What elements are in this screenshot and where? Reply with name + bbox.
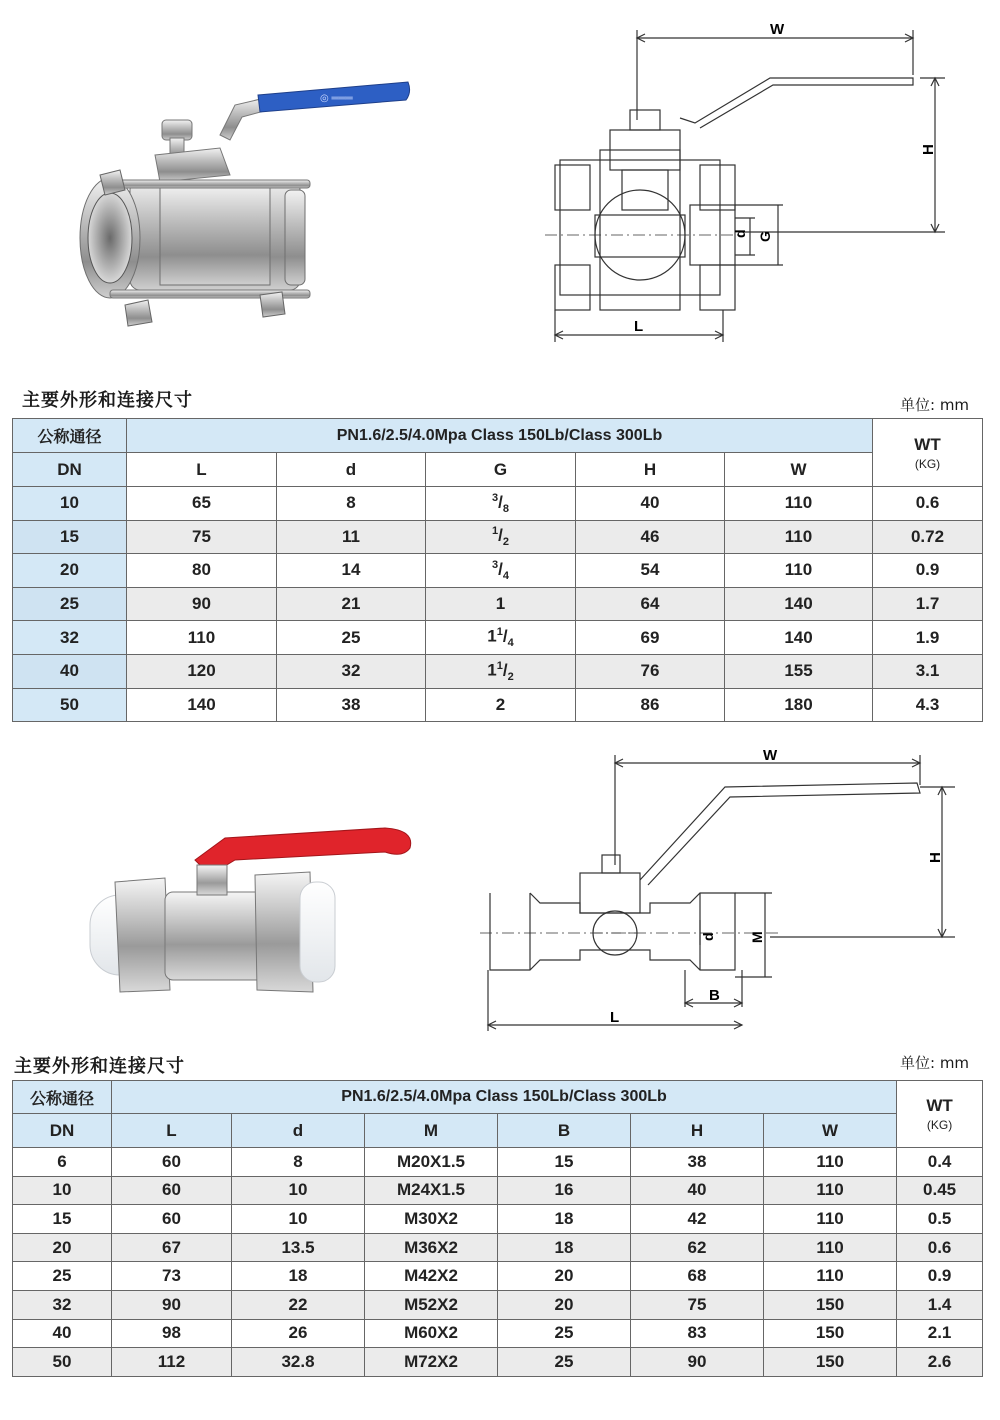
W-cell: 140 [725, 587, 873, 621]
H-cell: 40 [631, 1176, 764, 1205]
L-cell: 60 [112, 1205, 232, 1234]
M-cell: M36X2 [365, 1233, 498, 1262]
fraction-slash: / [498, 526, 503, 546]
section2-unit: 单位: mm [900, 1054, 970, 1072]
wt-cell: 0.72 [873, 520, 983, 554]
wt-cell: 1.4 [897, 1290, 983, 1319]
d-cell: 32 [277, 654, 426, 688]
header-wt-label: WT [926, 1096, 953, 1115]
G-whole: 1 [487, 626, 497, 646]
dn-cell: 32 [13, 1290, 112, 1319]
dimension-drawing-three-piece [540, 10, 960, 350]
header-nominal: 公称通径 [13, 419, 127, 453]
col-header: H [631, 1114, 764, 1148]
d-cell: 21 [277, 587, 426, 621]
d-cell: 22 [232, 1290, 365, 1319]
G-numerator: 1 [496, 659, 503, 672]
G-cell [426, 621, 576, 655]
dn-cell: 6 [13, 1148, 112, 1177]
table-row [13, 688, 983, 722]
G-cell [426, 587, 576, 621]
H-cell: 86 [576, 688, 725, 722]
G-numerator: 3 [492, 491, 499, 504]
G-whole: 2 [495, 694, 506, 714]
W-cell: 110 [764, 1205, 897, 1234]
col-header: d [277, 453, 426, 487]
wt-cell: 4.3 [873, 688, 983, 722]
G-cell [426, 520, 576, 554]
wt-cell: 2.6 [897, 1348, 983, 1377]
wt-cell: 0.45 [897, 1176, 983, 1205]
W-cell: 110 [725, 554, 873, 588]
W-cell: 180 [725, 688, 873, 722]
dn-cell: 15 [13, 1205, 112, 1234]
L-cell: 90 [112, 1290, 232, 1319]
dn-cell: 50 [13, 688, 127, 722]
G-numerator: 1 [496, 626, 503, 639]
B-cell: 15 [498, 1148, 631, 1177]
section1-title: 主要外形和连接尺寸 [22, 390, 193, 411]
G-denominator: 8 [502, 502, 509, 515]
L-cell: 75 [127, 520, 277, 554]
B-cell: 20 [498, 1262, 631, 1291]
dn-cell: 10 [13, 487, 127, 521]
wt-cell: 0.9 [873, 554, 983, 588]
L-cell: 140 [127, 688, 277, 722]
W-cell: 110 [725, 520, 873, 554]
dn-cell: 32 [13, 621, 127, 655]
d-cell: 38 [277, 688, 426, 722]
label-H: H [927, 852, 944, 863]
M-cell: M52X2 [365, 1290, 498, 1319]
label-M: M [749, 931, 765, 943]
G-whole: 1 [495, 594, 506, 614]
W-cell: 155 [725, 654, 873, 688]
wt-cell: 1.7 [873, 587, 983, 621]
H-cell: 68 [631, 1262, 764, 1291]
header-nominal: 公称通径 [13, 1081, 112, 1114]
wt-cell: 2.1 [897, 1319, 983, 1348]
d-cell: 8 [277, 487, 426, 521]
valve-photo-three-piece [70, 70, 420, 340]
H-cell: 62 [631, 1233, 764, 1262]
dn-cell: 40 [13, 1319, 112, 1348]
G-denominator: 4 [507, 637, 514, 650]
table-row [13, 1319, 983, 1348]
fraction-slash: / [502, 660, 508, 680]
label-L: L [634, 318, 644, 335]
W-cell: 150 [764, 1319, 897, 1348]
d-cell: 26 [232, 1319, 365, 1348]
G-whole: 1 [487, 660, 497, 680]
d-cell: 32.8 [232, 1348, 365, 1377]
label-G: G [757, 231, 773, 242]
W-cell: 110 [764, 1148, 897, 1177]
dn-cell: 15 [13, 520, 127, 554]
label-W: W [763, 747, 778, 764]
d-cell: 18 [232, 1262, 365, 1291]
table-row [13, 621, 983, 655]
L-cell: 80 [127, 554, 277, 588]
table-row [13, 1205, 983, 1234]
fraction-slash: / [498, 559, 503, 579]
L-cell: 90 [127, 587, 277, 621]
wt-cell: 0.4 [897, 1148, 983, 1177]
table-row [13, 1262, 983, 1291]
col-header: M [365, 1114, 498, 1148]
col-header: L [127, 453, 277, 487]
W-cell: 140 [725, 621, 873, 655]
spec-table-1 [12, 418, 983, 722]
label-d: d [732, 229, 748, 238]
G-cell [426, 654, 576, 688]
G-denominator: 2 [502, 536, 509, 549]
L-cell: 120 [127, 654, 277, 688]
valve-photo-union [85, 820, 425, 1010]
d-cell: 8 [232, 1148, 365, 1177]
table-row [13, 1176, 983, 1205]
wt-cell: 1.9 [873, 621, 983, 655]
M-cell: M20X1.5 [365, 1148, 498, 1177]
label-B: B [709, 987, 720, 1004]
H-cell: 90 [631, 1348, 764, 1377]
dn-cell: 25 [13, 1262, 112, 1291]
B-cell: 16 [498, 1176, 631, 1205]
W-cell: 110 [764, 1262, 897, 1291]
wt-cell: 0.5 [897, 1205, 983, 1234]
H-cell: 83 [631, 1319, 764, 1348]
L-cell: 67 [112, 1233, 232, 1262]
H-cell: 76 [576, 654, 725, 688]
H-cell: 75 [631, 1290, 764, 1319]
L-cell: 73 [112, 1262, 232, 1291]
wt-cell: 3.1 [873, 654, 983, 688]
label-W: W [770, 21, 785, 38]
d-cell: 10 [232, 1176, 365, 1205]
header-rating: PN1.6/2.5/4.0Mpa Class 150Lb/Class 300Lb [127, 419, 873, 453]
label-H: H [920, 144, 937, 155]
label-L: L [610, 1009, 620, 1026]
header-wt-label: WT [914, 434, 941, 454]
W-cell: 150 [764, 1348, 897, 1377]
L-cell: 65 [127, 487, 277, 521]
col-header: G [426, 453, 576, 487]
B-cell: 25 [498, 1348, 631, 1377]
dn-cell: 10 [13, 1176, 112, 1205]
L-cell: 110 [127, 621, 277, 655]
H-cell: 64 [576, 587, 725, 621]
col-header: W [725, 453, 873, 487]
header-rating: PN1.6/2.5/4.0Mpa Class 150Lb/Class 300Lb [112, 1081, 897, 1114]
d-cell: 25 [277, 621, 426, 655]
header-wt-unit: (KG) [914, 456, 941, 471]
section1-unit: 单位: mm [900, 396, 970, 414]
W-cell: 110 [725, 487, 873, 521]
L-cell: 60 [112, 1176, 232, 1205]
L-cell: 60 [112, 1148, 232, 1177]
col-header: L [112, 1114, 232, 1148]
col-header: B [498, 1114, 631, 1148]
dn-cell: 20 [13, 1233, 112, 1262]
L-cell: 112 [112, 1348, 232, 1377]
handle-logo-icon: ◎ ═══ [320, 93, 353, 104]
G-cell [426, 554, 576, 588]
col-header: H [576, 453, 725, 487]
table-row [13, 1290, 983, 1319]
header-wt-unit: (KG) [926, 1118, 953, 1132]
dn-cell: 40 [13, 654, 127, 688]
W-cell: 110 [764, 1233, 897, 1262]
header-wt [897, 1081, 983, 1148]
col-header: d [232, 1114, 365, 1148]
dimension-drawing-union [480, 745, 970, 1035]
table-row [13, 554, 983, 588]
dn-cell: 20 [13, 554, 127, 588]
table-row [13, 587, 983, 621]
G-cell [426, 688, 576, 722]
d-cell: 10 [232, 1205, 365, 1234]
table-row [13, 654, 983, 688]
B-cell: 18 [498, 1205, 631, 1234]
H-cell: 54 [576, 554, 725, 588]
H-cell: 38 [631, 1148, 764, 1177]
wt-cell: 0.6 [897, 1233, 983, 1262]
M-cell: M30X2 [365, 1205, 498, 1234]
dn-cell: 50 [13, 1348, 112, 1377]
M-cell: M60X2 [365, 1319, 498, 1348]
M-cell: M24X1.5 [365, 1176, 498, 1205]
W-cell: 150 [764, 1290, 897, 1319]
G-numerator: 1 [492, 525, 499, 538]
table-row [13, 487, 983, 521]
dn-cell: 25 [13, 587, 127, 621]
L-cell: 98 [112, 1319, 232, 1348]
G-cell [426, 487, 576, 521]
fraction-slash: / [498, 492, 503, 512]
fraction-slash: / [502, 626, 508, 646]
G-denominator: 4 [502, 570, 509, 582]
wt-cell: 0.6 [873, 487, 983, 521]
W-cell: 110 [764, 1176, 897, 1205]
G-denominator: 2 [507, 670, 514, 683]
table-row [13, 1348, 983, 1377]
d-cell: 11 [277, 520, 426, 554]
col-header: DN [13, 453, 127, 487]
B-cell: 25 [498, 1319, 631, 1348]
d-cell: 13.5 [232, 1233, 365, 1262]
section2-title: 主要外形和连接尺寸 [14, 1056, 185, 1077]
M-cell: M72X2 [365, 1348, 498, 1377]
B-cell: 18 [498, 1233, 631, 1262]
H-cell: 69 [576, 621, 725, 655]
H-cell: 46 [576, 520, 725, 554]
H-cell: 42 [631, 1205, 764, 1234]
M-cell: M42X2 [365, 1262, 498, 1291]
d-cell: 14 [277, 554, 426, 588]
wt-cell: 0.9 [897, 1262, 983, 1291]
H-cell: 40 [576, 487, 725, 521]
table-row [13, 1148, 983, 1177]
col-header: W [764, 1114, 897, 1148]
G-numerator: 3 [492, 558, 499, 571]
table-row [13, 1233, 983, 1262]
header-wt [873, 419, 983, 487]
spec-table-2 [12, 1080, 983, 1377]
col-header: DN [13, 1114, 112, 1148]
B-cell: 20 [498, 1290, 631, 1319]
label-d: d [700, 932, 716, 941]
table-row [13, 520, 983, 554]
